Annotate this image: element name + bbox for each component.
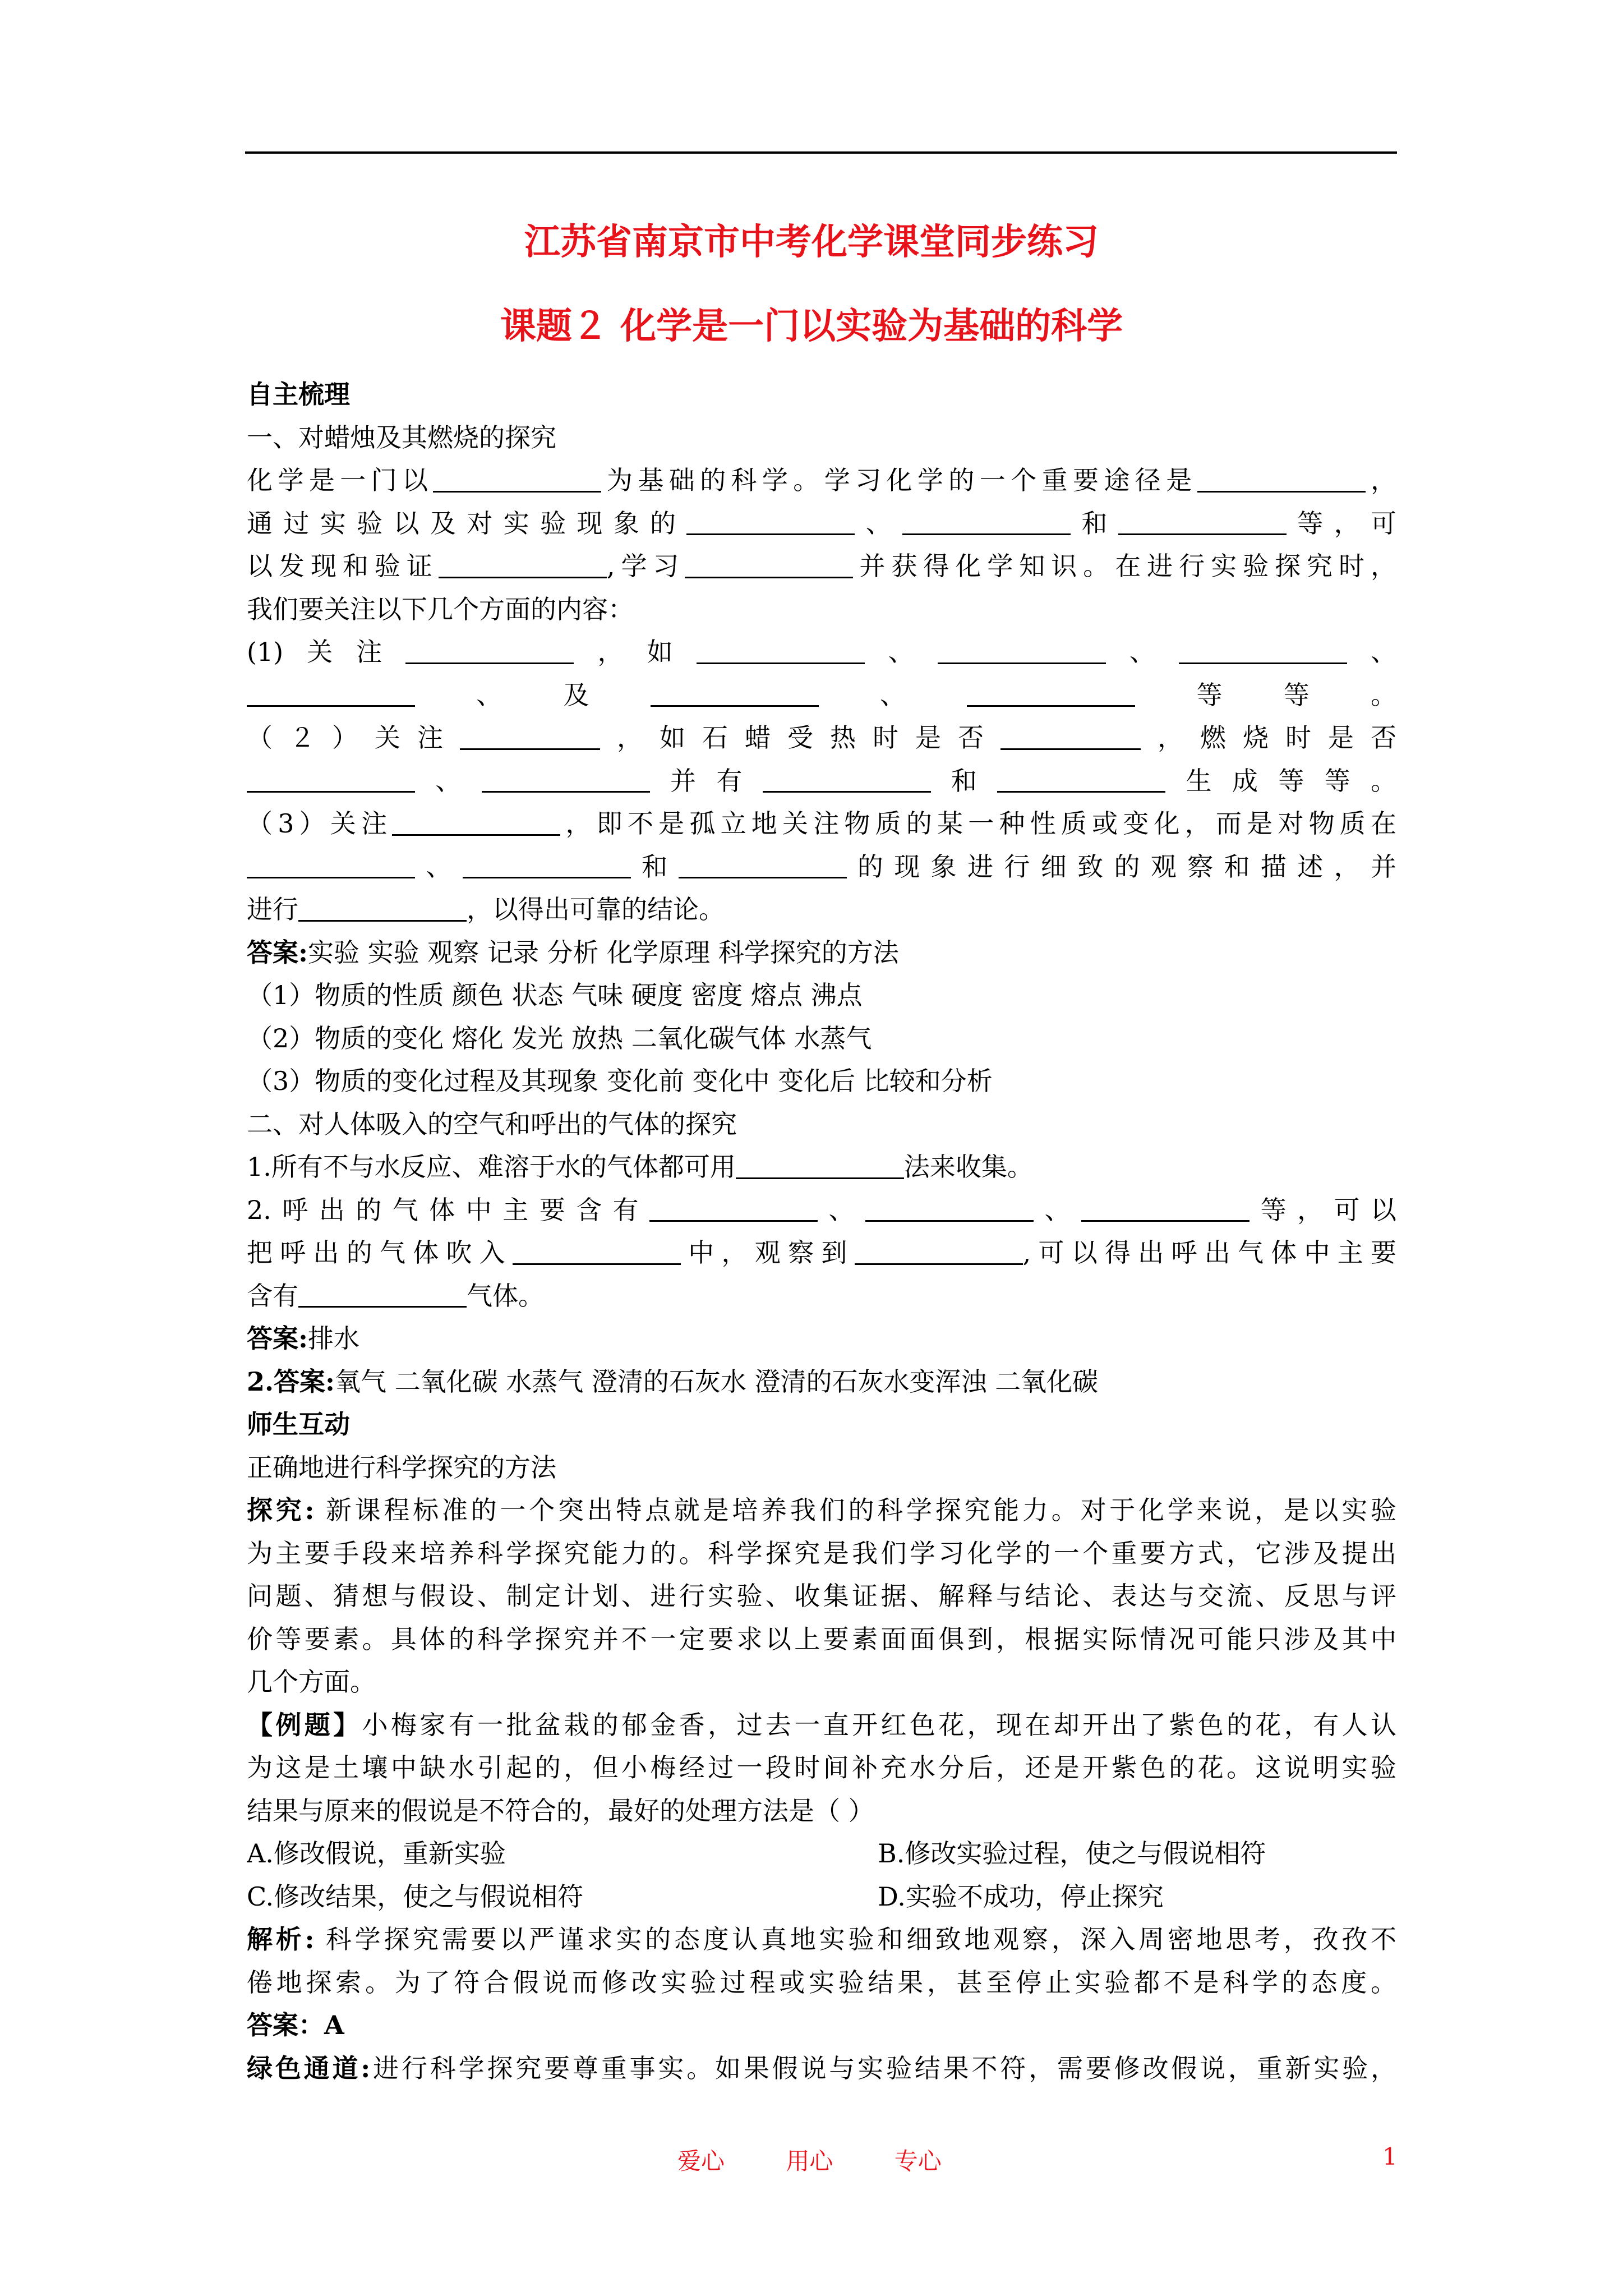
fill-in-blank xyxy=(685,553,853,578)
fill-in-blank xyxy=(247,768,415,793)
text-run: ，以得出可靠的结论。 xyxy=(467,894,725,924)
text-line xyxy=(247,1961,1396,2004)
text-line xyxy=(247,1746,1396,1789)
fill-in-blank xyxy=(513,1240,681,1264)
fill-in-blank xyxy=(865,1197,1034,1222)
text-run: 1.所有不与水反应、难溶于水的气体都可用 xyxy=(247,1152,736,1182)
text-line xyxy=(247,373,1396,416)
footer-motto xyxy=(677,2143,995,2177)
text-run: 为这是土壤中缺水引起的，但小梅经过一段时间补充水分后，还是开紫色的花。这说明实验 xyxy=(247,1752,1396,1783)
document-body xyxy=(247,373,1396,2090)
text-line xyxy=(247,1103,1396,1146)
text-line xyxy=(247,1360,1396,1404)
text-line xyxy=(247,545,1396,588)
text-run: 排水 xyxy=(307,1323,359,1354)
fill-in-blank xyxy=(1081,1197,1249,1222)
text-line xyxy=(247,1660,1396,1704)
fill-in-blank xyxy=(433,467,601,492)
text-run: ,可以得出呼出气体中主要 xyxy=(1022,1237,1396,1268)
text-run: 和 xyxy=(930,765,998,796)
fill-in-blank xyxy=(1197,467,1366,492)
fill-in-blank xyxy=(1000,725,1141,749)
text-run: 进行科学探究要尊重事实。如果假说与实验结果不符，需要修改假说，重新实验， xyxy=(370,2053,1396,2083)
text-line xyxy=(247,1618,1396,1661)
text-run: 等，可 xyxy=(1286,508,1396,539)
bold-label: 答案: xyxy=(247,937,308,968)
text-line xyxy=(247,2047,1396,2090)
fill-in-blank xyxy=(855,1240,1023,1264)
text-run: 、 xyxy=(415,851,463,882)
text-line xyxy=(247,888,1396,931)
fill-in-blank xyxy=(938,639,1106,664)
bold-label: 绿色通道: xyxy=(247,2053,371,2083)
text-line xyxy=(247,1704,1396,1747)
text-run: 2.呼出的气体中主要含有 xyxy=(247,1194,650,1225)
text-run: 并有 xyxy=(649,765,763,796)
text-run: D.实验不成功，停止探究 xyxy=(878,1881,1164,1912)
bold-label: 解析: xyxy=(247,1924,315,1954)
text-run: 并获得化学知识。在进行实验探究时， xyxy=(853,551,1396,581)
header-rule xyxy=(245,151,1397,154)
text-run: （3）关注 xyxy=(247,808,393,839)
text-run: 等等。 xyxy=(1135,679,1396,710)
text-run: （２）关注 xyxy=(247,723,460,753)
text-line xyxy=(247,931,1396,974)
text-run: ，燃烧时是否 xyxy=(1141,723,1396,753)
text-run: ,学习 xyxy=(606,551,685,581)
bold-label: 答案: xyxy=(247,1323,308,1354)
choice-option: A.修改假说，重新实验 xyxy=(247,1838,506,1869)
text-run: ，即不是孤立地关注物质的某一种性质或变化，而是对物质在 xyxy=(560,808,1396,839)
text-run: 、 xyxy=(818,1194,866,1225)
text-run: 、 xyxy=(1347,637,1396,667)
text-run: （3）物质的变化过程及其现象 变化前 变化中 变化后 比较和分析 xyxy=(247,1066,993,1096)
bold-label: 探究: xyxy=(247,1495,315,1525)
text-run: 气体。 xyxy=(467,1280,544,1311)
text-run: 氧气 二氧化碳 水蒸气 澄清的石灰水 澄清的石灰水变浑浊 二氧化碳 xyxy=(335,1366,1099,1397)
text-line xyxy=(247,1918,1396,1961)
text-line xyxy=(247,1875,1396,1918)
text-run: 我们要关注以下几个方面的内容： xyxy=(247,593,634,624)
text-run: 把呼出的气体吹入 xyxy=(247,1237,513,1268)
text-line xyxy=(247,974,1396,1017)
text-line xyxy=(247,416,1396,459)
lesson-title: 课题２ 化学是一门以实验为基础的科学 xyxy=(500,305,1123,347)
fill-in-blank xyxy=(1118,510,1287,535)
text-run: 中，观察到 xyxy=(681,1237,855,1268)
text-run: 和 xyxy=(630,851,679,882)
text-line xyxy=(247,845,1396,889)
bold-label: 师生互动 xyxy=(247,1409,350,1439)
text-line xyxy=(247,1832,1396,1875)
text-run: 、 xyxy=(864,637,938,667)
text-run: 价等要素。具体的科学探究并不一定要求以上要素面面俱到，根据实际情况可能只涉及其中 xyxy=(247,1623,1396,1654)
text-run: 和 xyxy=(1071,508,1118,539)
text-line xyxy=(247,1017,1396,1060)
text-run: 法来收集。 xyxy=(903,1152,1033,1182)
fill-in-blank xyxy=(460,725,600,749)
text-run: 小梅家有一批盆栽的郁金香，过去一直开红色花，现在却开出了紫色的花，有人认 xyxy=(362,1709,1396,1740)
text-run: 为主要手段来培养科学探究能力的。科学探究是我们学习化学的一个重要方式，它涉及提出 xyxy=(247,1538,1396,1568)
fill-in-blank xyxy=(392,811,560,835)
text-run: 通过实验以及对实验现象的 xyxy=(247,508,687,539)
text-run: 、及 xyxy=(415,679,651,710)
text-line xyxy=(247,674,1396,717)
text-run: 的现象进行细致的观察和描述，并 xyxy=(846,851,1396,882)
fill-in-blank xyxy=(763,768,931,793)
text-run: ， xyxy=(1365,465,1396,495)
page-number: 1 xyxy=(1382,2143,1398,2170)
text-line xyxy=(247,1789,1396,1833)
text-run: 结果与原来的假说是不符合的，最好的处理方法是（ ） xyxy=(247,1795,874,1826)
text-line xyxy=(247,1403,1396,1446)
text-line xyxy=(247,1446,1396,1489)
text-line xyxy=(247,716,1396,760)
text-run: （2）物质的变化 熔化 发光 放热 二氧化碳气体 水蒸气 xyxy=(247,1023,872,1053)
text-line xyxy=(247,2004,1396,2047)
text-line xyxy=(247,1489,1396,1532)
fill-in-blank xyxy=(697,639,865,664)
text-run: ，如石蜡受热时是否 xyxy=(600,723,1000,753)
fill-in-blank xyxy=(651,682,819,707)
fill-in-blank xyxy=(298,896,467,921)
text-run: 、 xyxy=(415,765,482,796)
bold-label: 答案：A xyxy=(247,2010,344,2040)
fill-in-blank xyxy=(679,854,847,878)
fill-in-blank xyxy=(482,768,650,793)
footer-item: 用心 xyxy=(786,2147,833,2175)
text-line xyxy=(247,1317,1396,1360)
text-line xyxy=(247,631,1396,674)
text-run: 实验 实验 观察 记录 分析 化学原理 科学探究的方法 xyxy=(307,937,899,968)
text-run: 进行 xyxy=(247,894,298,924)
text-run: 、 xyxy=(818,679,967,710)
bold-label: 【例题】 xyxy=(247,1709,362,1740)
text-run: 含有 xyxy=(247,1280,298,1311)
page-title: 江苏省南京市中考化学课堂同步练习 xyxy=(524,221,1099,263)
text-run: (1)关注 xyxy=(247,637,406,667)
fill-in-blank xyxy=(405,639,574,664)
text-run: 新课程标准的一个突出特点就是培养我们的科学探究能力。对于化学来说，是以实验 xyxy=(314,1495,1396,1525)
text-line xyxy=(247,502,1396,545)
choice-option: C.修改结果，使之与假说相符 xyxy=(247,1881,584,1912)
fill-in-blank xyxy=(247,682,415,707)
text-line xyxy=(247,760,1396,803)
text-run: 问题、猜想与假设、制定计划、进行实验、收集证据、解释与结论、表达与交流、反思与评 xyxy=(247,1581,1396,1611)
fill-in-blank xyxy=(247,854,415,878)
text-run: 二、对人体吸入的空气和呼出的气体的探究 xyxy=(247,1108,737,1139)
fill-in-blank xyxy=(298,1283,467,1308)
text-run: 科学探究需要以严谨求实的态度认真地实验和细致地观察，深入周密地思考，孜孜不 xyxy=(314,1924,1396,1954)
bold-label: 2.答案: xyxy=(247,1366,335,1397)
text-run: 几个方面。 xyxy=(247,1667,376,1697)
text-run: 倦地探索。为了符合假说而修改实验过程或实验结果，甚至停止实验都不是科学的态度。 xyxy=(247,1967,1396,1998)
text-run: 、 xyxy=(1105,637,1179,667)
text-run: ，如 xyxy=(574,637,697,667)
text-run: B.修改实验过程，使之与假说相符 xyxy=(878,1838,1266,1869)
text-line xyxy=(247,459,1396,502)
text-line xyxy=(247,1274,1396,1318)
text-run: 生成等等。 xyxy=(1165,765,1396,796)
fill-in-blank xyxy=(1179,639,1347,664)
fill-in-blank xyxy=(967,682,1135,707)
fill-in-blank xyxy=(997,768,1165,793)
text-line xyxy=(247,1532,1396,1575)
text-line xyxy=(247,1145,1396,1189)
text-line xyxy=(247,1575,1396,1618)
text-run: （1）物质的性质 颜色 状态 气味 硬度 密度 熔点 沸点 xyxy=(247,980,863,1010)
text-run: 以发现和验证 xyxy=(247,551,439,581)
fill-in-blank xyxy=(463,854,631,878)
text-run: 、 xyxy=(855,508,903,539)
fill-in-blank xyxy=(736,1154,904,1179)
text-run: 化学是一门以 xyxy=(247,465,434,495)
text-line xyxy=(247,1231,1396,1274)
text-line xyxy=(247,802,1396,845)
footer-item: 专心 xyxy=(894,2147,942,2175)
bold-label: 自主梳理 xyxy=(247,379,350,409)
text-line xyxy=(247,1060,1396,1103)
text-run: 一、对蜡烛及其燃烧的探究 xyxy=(247,422,556,453)
fill-in-blank xyxy=(902,510,1071,535)
fill-in-blank xyxy=(439,553,607,578)
text-run: 等，可以 xyxy=(1249,1194,1396,1225)
fill-in-blank xyxy=(649,1197,818,1222)
text-run: 正确地进行科学探究的方法 xyxy=(247,1452,556,1483)
text-line xyxy=(247,588,1396,631)
footer-item: 爱心 xyxy=(677,2147,725,2175)
text-run: 、 xyxy=(1034,1194,1082,1225)
fill-in-blank xyxy=(686,510,855,535)
text-line xyxy=(247,1189,1396,1232)
text-run: 为基础的科学。学习化学的一个重要途径是 xyxy=(601,465,1197,495)
